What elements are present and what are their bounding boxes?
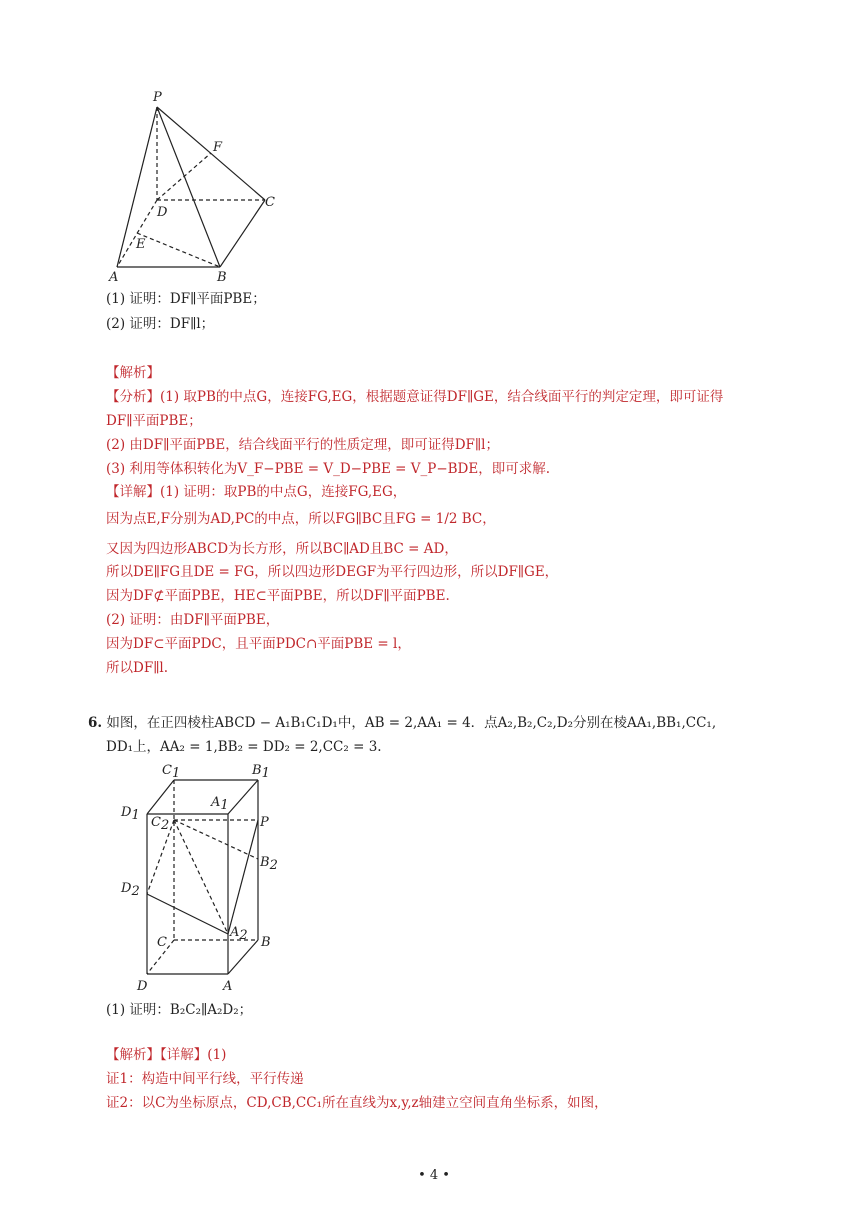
label-D: D (137, 979, 148, 994)
label-B2: B2 (260, 855, 278, 873)
detail-line: 因为DF⊄平面PBE，HE⊂平面PBE，所以DF∥平面PBE. (106, 588, 450, 604)
label-D2: D2 (121, 881, 140, 899)
label-B1: B1 (252, 763, 270, 781)
label-P: P (153, 90, 162, 105)
detail-line: (2) 证明：由DF∥平面PBE， (106, 612, 280, 628)
label-A2: A2 (230, 925, 248, 943)
detail-line: 【详解】(1) 证明：取PB的中点G，连接FG,EG， (106, 484, 407, 500)
q6-proof2: 证2：以C为坐标原点，CD,CB,CC₁所在直线为x,y,z轴建立空间直角坐标系，如图， (106, 1095, 608, 1111)
analysis-line: 【分析】(1) 取PB的中点G，连接FG,EG，根据题意证得DF∥GE，结合线面平行的判定定理，即可证得 (106, 389, 724, 405)
q5-part2: (2) 证明：DF∥l； (106, 316, 215, 332)
q5-analysis-head: 【解析】 (106, 365, 160, 381)
label-E: E (136, 237, 146, 252)
analysis-line: DF∥平面PBE； (106, 413, 202, 429)
detail-line: 又因为四边形ABCD为长方形，所以BC∥AD且BC = AD， (106, 541, 458, 557)
q6-head: 【解析】【详解】(1) (106, 1047, 227, 1063)
label-D1: D1 (121, 805, 140, 823)
detail-line: 所以DF∥l. (106, 660, 169, 676)
detail-line: 因为DF⊂平面PDC，且平面PDC∩平面PBE = l， (106, 636, 411, 652)
detail-line: 因为点E,F分别为AD,PC的中点，所以FG∥BC且FG = 1/2 BC， (106, 511, 496, 527)
label-D: D (157, 205, 168, 220)
label-P2: P (260, 815, 269, 830)
q6-part1: (1) 证明：B₂C₂∥A₂D₂； (106, 1002, 253, 1018)
q5-part1: (1) 证明：DF∥平面PBE； (106, 291, 266, 307)
q6-proof1: 证1：构造中间平行线，平行传递 (106, 1071, 304, 1087)
q6-stem-line1 (88, 714, 716, 732)
q6-stem-text: 如图，在正四棱柱ABCD − A₁B₁C₁D₁中，AB = 2,AA₁ = 4．点A₂,B₂,C₂,D₂分别在棱AA₁,BB₁,CC₁, (106, 715, 717, 731)
page-number: • 4 • (418, 1168, 450, 1183)
label-C: C (265, 195, 275, 210)
label-A: A (109, 270, 119, 285)
label-C: C (157, 935, 167, 950)
label-B: B (261, 935, 271, 950)
question-number: 6. (88, 715, 103, 731)
pyramid-figure (100, 85, 300, 285)
label-A1: A1 (211, 795, 229, 813)
prism-figure (115, 758, 285, 998)
analysis-line: (2) 由DF∥平面PBE，结合线面平行的性质定理，即可证得DF∥l； (106, 437, 499, 453)
label-B: B (217, 270, 227, 285)
analysis-line: (3) 利用等体积转化为V_F−PBE = V_D−PBE = V_P−BDE，即可求解. (106, 461, 551, 477)
q6-stem-line2: DD₁上，AA₂ = 1,BB₂ = DD₂ = 2,CC₂ = 3. (106, 739, 382, 755)
label-C1: C1 (162, 763, 181, 781)
label-A: A (223, 979, 233, 994)
label-F: F (213, 140, 223, 155)
label-C2: C2 (151, 815, 170, 833)
detail-line: 所以DE∥FG且DE = FG，所以四边形DEGF为平行四边形，所以DF∥GE， (106, 564, 559, 580)
